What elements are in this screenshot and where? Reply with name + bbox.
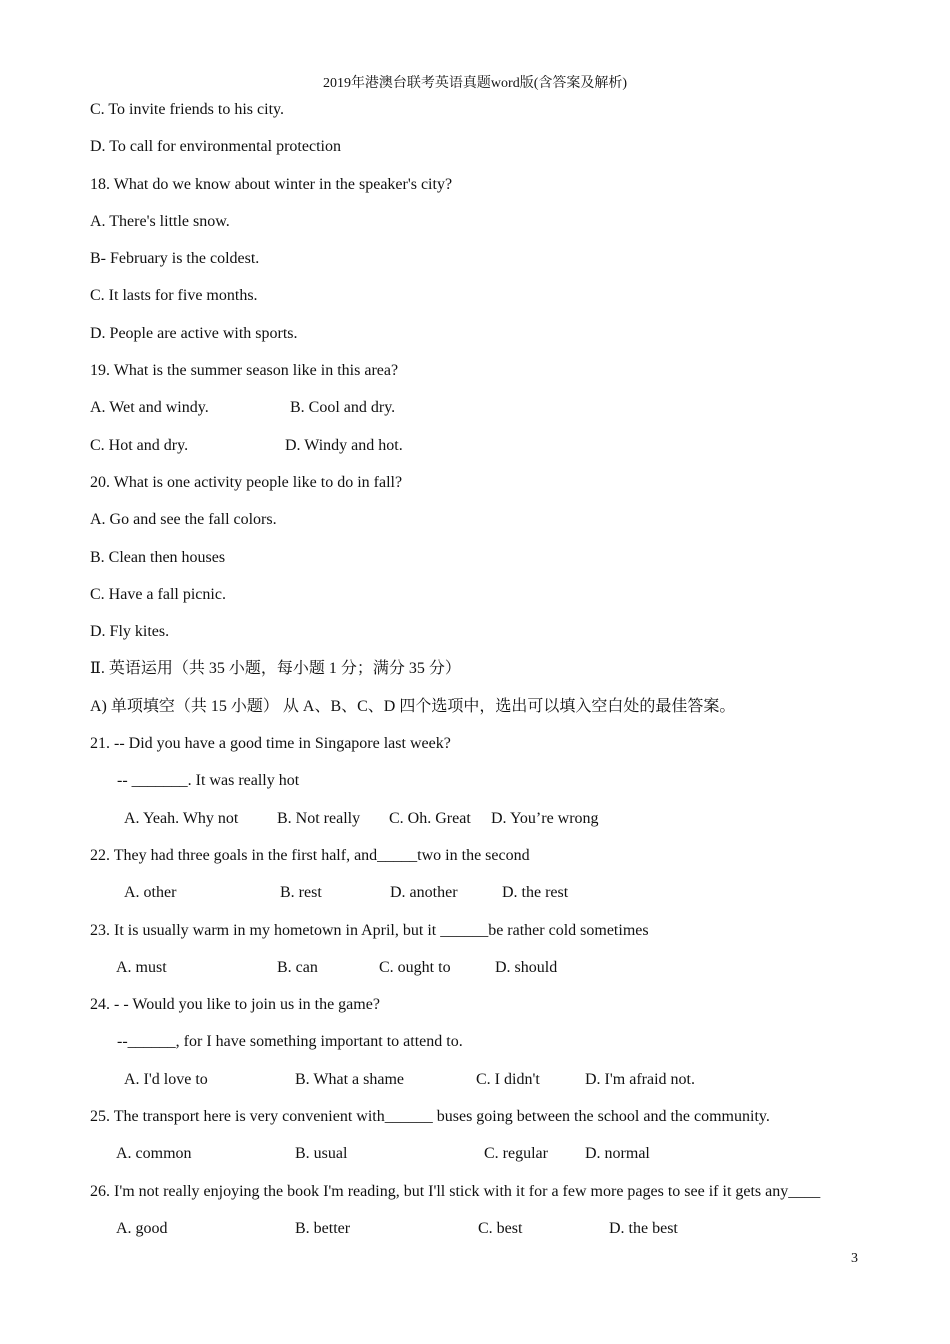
- answer-option: D. should: [495, 958, 558, 976]
- text-line: D. Fly kites.: [90, 623, 170, 641]
- text-line: D. People are active with sports.: [90, 324, 298, 342]
- answer-option: A. Wet and windy.: [90, 399, 209, 417]
- answer-option: D. another: [390, 884, 458, 902]
- text-line: C. Have a fall picnic.: [90, 585, 226, 603]
- answer-option: B. rest: [280, 884, 322, 902]
- text-line: 25. The transport here is very convenient with______ buses going between the school and the community.: [90, 1108, 770, 1126]
- text-line: C. To invite friends to his city.: [90, 101, 284, 118]
- text-line: B- February is the coldest.: [90, 250, 260, 268]
- answer-option: C. regular: [484, 1145, 548, 1163]
- text-line: 20. What is one activity people like to do in fall?: [90, 473, 403, 491]
- option-row: [90, 395, 880, 432]
- option-row: [90, 955, 880, 992]
- option-row: [90, 806, 880, 843]
- answer-option: B. Not really: [277, 809, 361, 827]
- answer-option: D. I'm afraid not.: [585, 1070, 695, 1088]
- text-line: A. Go and see the fall colors.: [90, 511, 277, 529]
- answer-option: B. can: [277, 958, 318, 976]
- answer-option: A. other: [124, 884, 177, 902]
- answer-option: D. Windy and hot.: [285, 436, 403, 454]
- answer-option: C. Hot and dry.: [90, 436, 189, 454]
- text-line: Ⅱ. 英语运用（共 35 小题，每小题 1 分；满分 35 分）: [90, 660, 461, 678]
- answer-option: D. You’re wrong: [491, 809, 599, 827]
- text-line: D. To call for environmental protection: [90, 138, 341, 156]
- text-line: 24. - - Would you like to join us in the game?: [90, 996, 380, 1014]
- text-line: 19. What is the summer season like in this area?: [90, 362, 399, 380]
- answer-option: D. the best: [609, 1219, 678, 1237]
- text-line: 26. I'm not really enjoying the book I'm reading, but I'll stick with it for a few more pages to see if it gets any____: [90, 1182, 821, 1200]
- option-row: [90, 1216, 880, 1253]
- text-line: 18. What do we know about winter in the speaker's city?: [90, 175, 453, 193]
- answer-option: B. What a shame: [295, 1070, 405, 1088]
- answer-option: A. I'd love to: [124, 1070, 208, 1088]
- option-row: [90, 880, 880, 917]
- page-number: 3: [851, 1251, 858, 1266]
- text-line: C. It lasts for five months.: [90, 287, 258, 305]
- text-line: B. Clean then houses: [90, 548, 226, 566]
- option-row: [90, 1067, 880, 1104]
- answer-option: D. normal: [585, 1145, 650, 1163]
- answer-option: A. good: [116, 1219, 168, 1237]
- answer-option: B. usual: [295, 1145, 348, 1163]
- answer-option: C. best: [478, 1219, 523, 1237]
- answer-option: D. the rest: [502, 884, 569, 902]
- text-line: 22. They had three goals in the first half, and_____two in the second: [90, 846, 530, 864]
- answer-option: A. common: [116, 1145, 192, 1163]
- answer-option: A. Yeah. Why not: [124, 809, 239, 827]
- answer-option: C. ought to: [379, 958, 451, 976]
- text-line: 21. -- Did you have a good time in Singapore last week?: [90, 735, 451, 753]
- text-line: 23. It is usually warm in my hometown in April, but it ______be rather cold sometimes: [90, 921, 649, 939]
- text-line: A. There's little snow.: [90, 212, 230, 230]
- text-line: A) 单项填空（共 15 小题） 从 A、B、C、D 四个选项中，选出可以填入空白处的最佳答案。: [90, 697, 736, 715]
- answer-option: B. Cool and dry.: [290, 399, 396, 417]
- option-row: [90, 1141, 880, 1178]
- exam-content: [90, 97, 880, 1253]
- answer-option: A. must: [116, 958, 167, 976]
- text-line: -- _______. It was really hot: [117, 772, 300, 790]
- page-header: 2019年港澳台联考英语真题word版(含答案及解析): [322, 76, 628, 91]
- answer-option: C. Oh. Great: [389, 809, 471, 827]
- answer-option: B. better: [295, 1219, 351, 1237]
- text-line: --______, for I have something important to attend to.: [117, 1033, 463, 1051]
- option-row: [90, 433, 880, 470]
- answer-option: C. I didn't: [476, 1070, 540, 1088]
